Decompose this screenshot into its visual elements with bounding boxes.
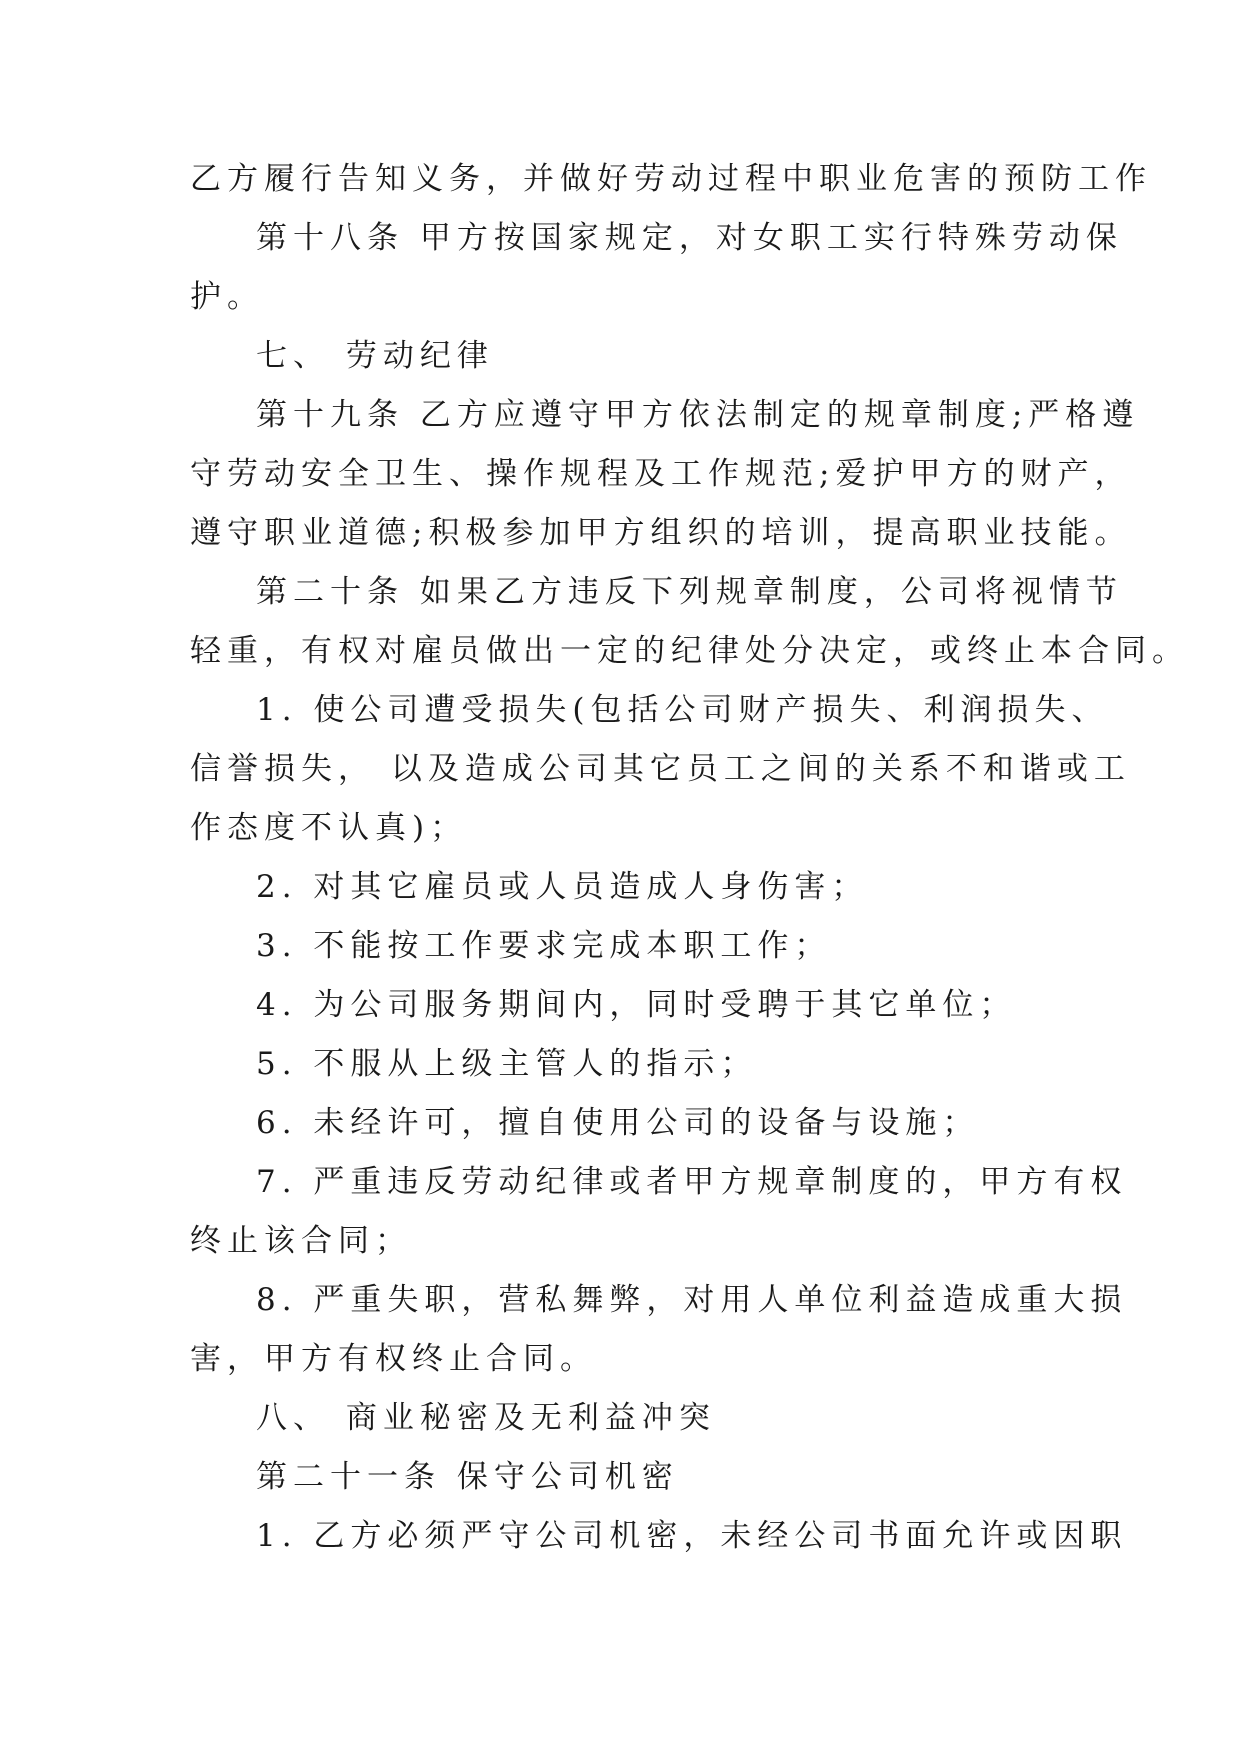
text-line: 第二十条 如果乙方违反下列规章制度，公司将视情节 xyxy=(256,574,1123,610)
list-item: 1. 使公司遭受损失(包括公司财产损失、利润损失、 xyxy=(256,692,1109,728)
text-line: 护。 xyxy=(190,279,264,315)
list-item: 6. 未经许可，擅自使用公司的设备与设施； xyxy=(256,1105,980,1141)
list-item: 7. 严重违反劳动纪律或者甲方规章制度的，甲方有权 xyxy=(256,1164,1128,1200)
section-heading: 七、 劳动纪律 xyxy=(256,338,494,374)
text-line: 终止该合同； xyxy=(190,1223,412,1259)
text-line: 信誉损失， 以及造成公司其它员工之间的关系不和谐或工 xyxy=(190,751,1131,787)
list-item: 3. 不能按工作要求完成本职工作； xyxy=(256,928,832,964)
text-line: 作态度不认真)； xyxy=(190,810,468,846)
text-line: 害，甲方有权终止合同。 xyxy=(190,1341,597,1377)
section-heading: 八、 商业秘密及无利益冲突 xyxy=(256,1400,716,1436)
list-item: 5. 不服从上级主管人的指示； xyxy=(256,1046,758,1082)
list-item: 1. 乙方必须严守公司机密，未经公司书面允许或因职 xyxy=(256,1518,1128,1554)
document-body xyxy=(190,150,1189,1566)
text-line: 轻重，有权对雇员做出一定的纪律处分决定，或终止本合同。 xyxy=(190,633,1189,669)
list-item: 8. 严重失职，营私舞弊，对用人单位利益造成重大损 xyxy=(256,1282,1128,1318)
text-line: 第十八条 甲方按国家规定，对女职工实行特殊劳动保 xyxy=(256,220,1123,256)
text-line: 守劳动安全卫生、操作规程及工作规范;爱护甲方的财产， xyxy=(190,456,1132,492)
text-line: 第十九条 乙方应遵守甲方依法制定的规章制度;严格遵 xyxy=(256,397,1140,433)
text-line: 遵守职业道德;积极参加甲方组织的培训，提高职业技能。 xyxy=(190,515,1132,551)
text-line: 第二十一条 保守公司机密 xyxy=(256,1459,679,1495)
list-item: 2. 对其它雇员或人员造成人身伤害； xyxy=(256,869,869,905)
list-item: 4. 为公司服务期间内，同时受聘于其它单位； xyxy=(256,987,1017,1023)
text-line: 乙方履行告知义务，并做好劳动过程中职业危害的预防工作 xyxy=(190,161,1152,197)
